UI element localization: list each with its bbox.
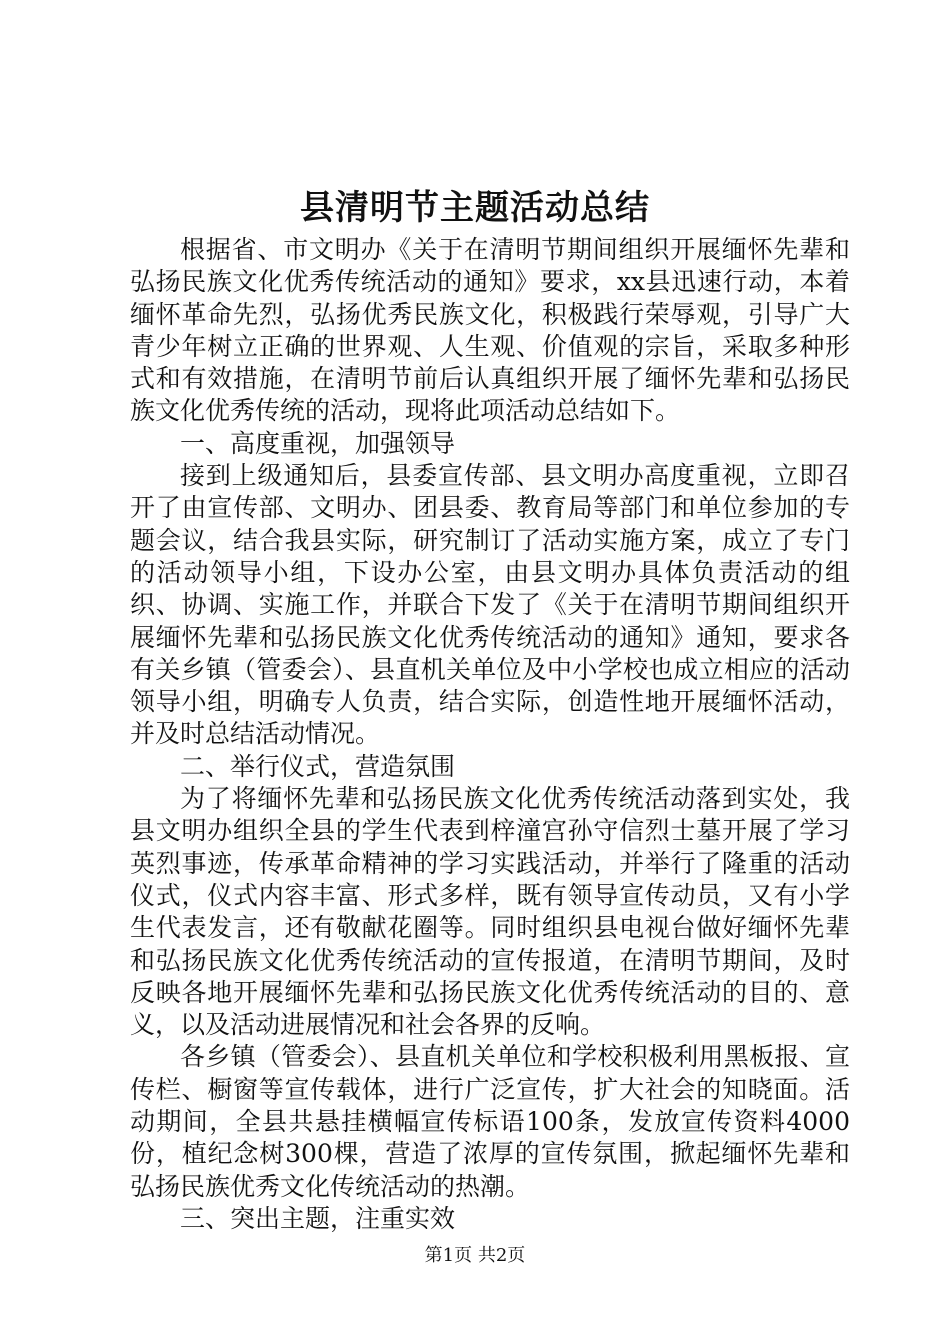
section-heading-2: 二、举行仪式，营造氛围 <box>180 751 456 781</box>
section-heading-3: 三、突出主题，注重实效 <box>180 1203 456 1233</box>
page-footer: 第1页 共2页 <box>424 1245 526 1266</box>
paragraph-section-2a: 为了将缅怀先辈和弘扬民族文化优秀传统活动落到实处，我县文明办组织全县的学生代表到梓潼宫孙守信烈士墓开展了学习英烈事迹，传承革命精神的学习实践活动，并举行了隆重的活动仪式，仪式内容丰富、形式多样，既有领导宣传动员，又有小学生代表发言，还有敬献花圈等。同时组织县电视台做好缅怀先辈和弘扬民族文化优秀传统活动的宣传报道，在清明节期间，及时反映各地开展缅怀先辈和弘扬民族文化优秀传统活动的目的、意义，以及活动进展情况和社会各界的反响。 <box>130 784 850 1040</box>
paragraph-section-1: 接到上级通知后，县委宣传部、县文明办高度重视，立即召开了由宣传部、文明办、团县委、教育局等部门和单位参加的专题会议，结合我县实际，研究制订了活动实施方案，成立了专门的活动领导小组，下设办公室，由县文明办具体负责活动的组织、协调、实施工作，并联合下发了《关于在清明节期间组织开展缅怀先辈和弘扬民族文化优秀传统活动的通知》通知，要求各有关乡镇（管委会）、县直机关单位及中小学校也成立相应的活动领导小组，明确专人负责，结合实际，创造性地开展缅怀活动，并及时总结活动情况。 <box>130 461 850 749</box>
document-title: 县清明节主题活动总结 <box>300 188 650 228</box>
document-body <box>130 234 850 1235</box>
paragraph-intro: 根据省、市文明办《关于在清明节期间组织开展缅怀先辈和弘扬民族文化优秀传统活动的通知》要求，xx县迅速行动，本着缅怀革命先烈，弘扬优秀民族文化，积极践行荣辱观，引导广大青少年树立正确的世界观、人生观、价值观的宗旨，采取多种形式和有效措施，在清明节前后认真组织开展了缅怀先辈和弘扬民族文化优秀传统的活动，现将此项活动总结如下。 <box>130 235 850 426</box>
paragraph-section-2b: 各乡镇（管委会）、县直机关单位和学校积极利用黑板报、宣传栏、橱窗等宣传载体，进行广泛宣传，扩大社会的知晓面。活动期间，全县共悬挂横幅宣传标语100条，发放宣传资料4000份，植纪念树300棵，营造了浓厚的宣传氛围，掀起缅怀先辈和弘扬民族优秀文化传统活动的热潮。 <box>130 1042 850 1201</box>
section-heading-1: 一、高度重视，加强领导 <box>180 428 456 458</box>
